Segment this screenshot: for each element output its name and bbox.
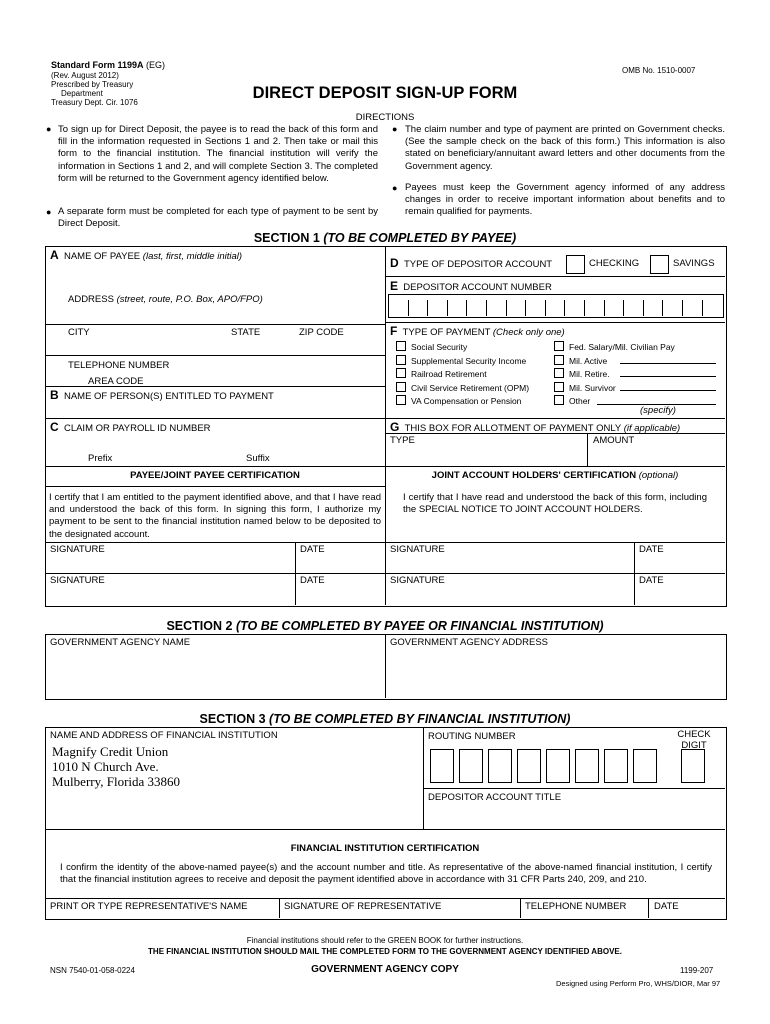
bullet-icon: ● [392, 124, 398, 134]
direction-1: To sign up for Direct Deposit, the payee is to read the back of this form and fill in the information requested in Sections 1 and 2. Then take or mail this form to the financial institution. The financial institution will verify the information in Sections 1 and 2, and will complete Section 3. The completed form will be returned to the Government agency identified below. [58, 124, 378, 184]
fi-cert-text: I confirm the identity of the above-named payee(s) and the account number and title. As representative of the above-named financial institution, I certify that the financial institution agrees to receive and deposit the payment identified above in accordance with 31 CFR Parts 240, 209, and 210. [60, 862, 712, 886]
routing-digit-box[interactable] [488, 749, 512, 783]
prescribed-dept: Department [61, 89, 103, 98]
account-digit-divider [408, 300, 409, 316]
routing-digit-box[interactable] [604, 749, 628, 783]
fi-street: 1010 N Church Ave. [52, 759, 159, 774]
other-checkbox[interactable] [554, 395, 564, 405]
section1-heading: SECTION 1 (TO BE COMPLETED BY PAYEE) [253, 231, 517, 245]
account-digit-divider [564, 300, 565, 316]
check-digit-box[interactable] [681, 749, 705, 783]
entitled-persons-field[interactable] [60, 400, 380, 416]
mil-survivor-checkbox[interactable] [554, 382, 564, 392]
pay-option-label: Supplemental Security Income [411, 356, 527, 366]
savings-checkbox[interactable] [650, 255, 669, 274]
date-label: DATE [300, 575, 325, 586]
payee-cert-title: PAYEE/JOINT PAYEE CERTIFICATION [130, 470, 300, 481]
va-checkbox[interactable] [396, 395, 406, 405]
mil-active-checkbox[interactable] [554, 355, 564, 365]
bullet-icon: ● [46, 207, 52, 217]
joint-cert-title: JOINT ACCOUNT HOLDERS' CERTIFICATION (optional) [431, 470, 679, 481]
payee-signature-field[interactable] [46, 556, 294, 572]
check-digit-label: DIGIT [681, 740, 707, 751]
designed-by: Designed using Perform Pro, WHS/DIOR, Mar 97 [556, 979, 721, 988]
form-number: Standard Form 1199A (EG) [51, 60, 166, 70]
omb-number: OMB No. 1510-0007 [622, 66, 696, 75]
section3-heading: SECTION 3 (TO BE COMPLETED BY FINANCIAL INSTITUTION) [199, 712, 571, 726]
date-label: DATE [300, 544, 325, 555]
savings-label: SAVINGS [673, 258, 715, 269]
routing-number-label: ROUTING NUMBER [428, 731, 516, 742]
fi-name-address-label: NAME AND ADDRESS OF FINANCIAL INSTITUTION [50, 730, 278, 741]
pay-option-label: Mil. Survivor [569, 383, 616, 393]
account-title-field[interactable] [426, 804, 722, 826]
account-title-label: DEPOSITOR ACCOUNT TITLE [428, 792, 562, 803]
signature-label: SIGNATURE [50, 544, 105, 555]
account-digit-divider [662, 300, 663, 316]
suffix-label: Suffix [246, 453, 270, 464]
direction-4: Payees must keep the Government agency informed of any address changes in order to receive important information about benefits and to remain qualified for payments. [405, 182, 725, 218]
green-book-note: Financial institutions should refer to the GREEN BOOK for further instructions. [246, 936, 524, 945]
pay-option-label: Fed. Salary/Mil. Civilian Pay [569, 342, 675, 352]
field-b-label: B NAME OF PERSON(S) ENTITLED TO PAYMENT [50, 388, 274, 402]
account-digit-divider [447, 300, 448, 316]
field-f-label: F TYPE OF PAYMENT (Check only one) [390, 324, 565, 338]
fed-salary-checkbox[interactable] [554, 341, 564, 351]
state-label: STATE [231, 327, 261, 338]
ssi-checkbox[interactable] [396, 355, 406, 365]
civil-service-checkbox[interactable] [396, 382, 406, 392]
account-digit-divider [427, 300, 428, 316]
payee-signature-field-2[interactable] [46, 587, 294, 603]
type-label: TYPE [390, 435, 415, 446]
prescribed-by: Prescribed by Treasury [51, 80, 134, 89]
railroad-checkbox[interactable] [396, 368, 406, 378]
account-digit-divider [486, 300, 487, 316]
fi-cert-title: FINANCIAL INSTITUTION CERTIFICATION [290, 843, 480, 854]
pay-option-label: Mil. Retire. [569, 369, 610, 379]
account-digit-divider [682, 300, 683, 316]
routing-digit-box[interactable] [517, 749, 541, 783]
specify-label: (specify) [640, 405, 676, 416]
field-a-label: A NAME OF PAYEE (last, first, middle initial) [50, 248, 243, 262]
telephone-label: TELEPHONE NUMBER [68, 360, 170, 371]
account-digit-divider [525, 300, 526, 316]
agency-address-label: GOVERNMENT AGENCY ADDRESS [390, 637, 549, 648]
payee-cert-text: I certify that I am entitled to the payment identified above, and that I have read and understood the back of this form. In signing this form, I authorize my payment to be sent to the financial institution named below to be deposited to the designated account. [49, 492, 381, 540]
date-label: DATE [639, 575, 664, 586]
routing-digit-box[interactable] [430, 749, 454, 783]
signature-label: SIGNATURE [390, 544, 445, 555]
pay-option-label: Social Security [411, 342, 468, 352]
joint-signature-field[interactable] [386, 556, 633, 572]
mail-notice: THE FINANCIAL INSTITUTION SHOULD MAIL THE COMPLETED FORM TO THE GOVERNMENT AGENCY IDENTIFIED ABOVE. [148, 947, 622, 956]
account-digit-divider [643, 300, 644, 316]
signature-label: SIGNATURE [390, 575, 445, 586]
copy-label: GOVERNMENT AGENCY COPY [311, 964, 459, 975]
city-state-zip-field[interactable] [60, 338, 380, 352]
check-digit-label: CHECK [677, 729, 711, 740]
direction-3: The claim number and type of payment are printed on Government checks. (See the sample check on the back of this form.) This information is also stated on beneficiary/annuitant award letters and other documents from the Government agency. [405, 124, 725, 172]
prefix-label: Prefix [88, 453, 113, 464]
account-digit-divider [506, 300, 507, 316]
section2-heading: SECTION 2 (TO BE COMPLETED BY PAYEE OR FINANCIAL INSTITUTION) [166, 619, 604, 633]
account-digit-divider [584, 300, 585, 316]
form-title: DIRECT DEPOSIT SIGN-UP FORM [252, 84, 518, 102]
fi-name: Magnify Credit Union [52, 744, 169, 759]
account-digit-divider [604, 300, 605, 316]
social-security-checkbox[interactable] [396, 341, 406, 351]
city-label: CITY [68, 327, 90, 338]
address-field[interactable] [60, 306, 380, 322]
direction-2: A separate form must be completed for each type of payment to be sent by Direct Deposit. [58, 206, 378, 230]
fi-city: Mulberry, Florida 33860 [52, 774, 181, 789]
account-digit-divider [545, 300, 546, 316]
pay-option-label: Other [569, 396, 591, 406]
routing-digit-box[interactable] [575, 749, 599, 783]
pay-option-label: Mil. Active [569, 356, 608, 366]
area-code-label: AREA CODE [88, 376, 144, 387]
amount-label: AMOUNT [593, 435, 635, 446]
agency-address-field[interactable] [388, 650, 721, 694]
pay-option-label: VA Compensation or Pension [411, 396, 522, 406]
field-d-label: D TYPE OF DEPOSITOR ACCOUNT [390, 256, 553, 270]
mil-retire-checkbox[interactable] [554, 368, 564, 378]
pay-option-label: Railroad Retirement [411, 369, 487, 379]
checking-label: CHECKING [589, 258, 640, 269]
field-g-label: G THIS BOX FOR ALLOTMENT OF PAYMENT ONLY (if applicable) [390, 420, 681, 434]
routing-digit-box[interactable] [459, 749, 483, 783]
claim-id-field[interactable] [60, 434, 380, 450]
account-digit-divider [702, 300, 703, 316]
routing-digit-box[interactable] [546, 749, 570, 783]
account-number-field[interactable] [388, 294, 724, 318]
form-code: 1199-207 [680, 966, 714, 975]
agency-name-field[interactable] [48, 650, 381, 694]
revision-date: (Rev. August 2012) [51, 71, 119, 80]
bullet-icon: ● [392, 183, 398, 193]
zip-label: ZIP CODE [299, 327, 344, 338]
routing-digit-box[interactable] [633, 749, 657, 783]
address-label: ADDRESS (street, route, P.O. Box, APO/FPO) [68, 294, 263, 305]
telephone-label: TELEPHONE NUMBER [525, 901, 627, 912]
nsn-number: NSN 7540-01-058-0224 [50, 966, 135, 975]
bullet-icon: ● [46, 124, 52, 134]
date-label: DATE [639, 544, 664, 555]
joint-signature-field-2[interactable] [386, 587, 633, 603]
account-digit-divider [466, 300, 467, 316]
date-label: DATE [654, 901, 679, 912]
account-digit-divider [623, 300, 624, 316]
telephone-field[interactable] [190, 360, 380, 386]
rep-signature-label: SIGNATURE OF REPRESENTATIVE [284, 901, 442, 912]
pay-option-label: Civil Service Retirement (OPM) [411, 383, 530, 393]
rep-name-label: PRINT OR TYPE REPRESENTATIVE'S NAME [50, 901, 248, 912]
field-e-label: E DEPOSITOR ACCOUNT NUMBER [390, 279, 552, 293]
directions-heading: DIRECTIONS [355, 112, 415, 123]
signature-label: SIGNATURE [50, 575, 105, 586]
payee-name-field[interactable] [60, 262, 380, 292]
joint-cert-text: I certify that I have read and understood the back of this form, including the SPECIAL NOTICE TO JOINT ACCOUNT HOLDERS. [403, 492, 707, 516]
checking-checkbox[interactable] [566, 255, 585, 274]
treasury-circular: Treasury Dept. Cir. 1076 [51, 98, 138, 107]
field-c-label: C CLAIM OR PAYROLL ID NUMBER [50, 420, 211, 434]
agency-name-label: GOVERNMENT AGENCY NAME [50, 637, 191, 648]
